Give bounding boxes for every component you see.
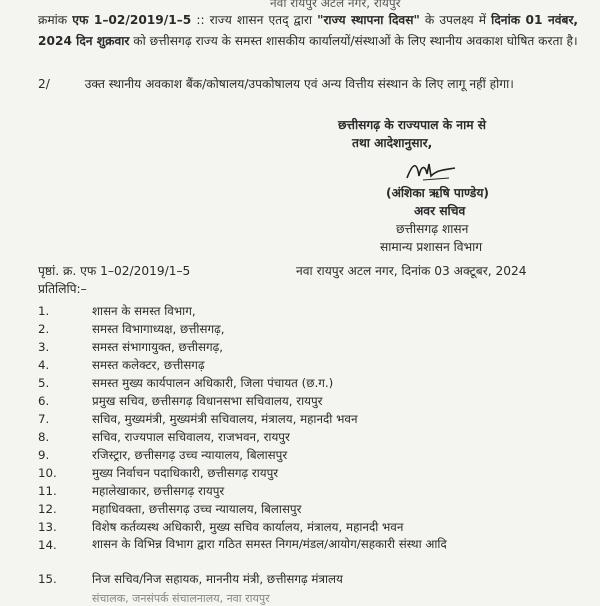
copy-list-text: मुख्य निर्वाचन पदाधिकारी, छत्तीसगढ़ रायपुर — [92, 466, 279, 480]
copy-list-item — [38, 482, 584, 500]
handwritten-signature — [403, 158, 459, 184]
copy-list-number: 2. — [38, 322, 50, 336]
copy-list-number: 11. — [38, 484, 57, 498]
copy-list-item — [38, 500, 584, 518]
copy-list-number: 12. — [38, 502, 57, 516]
signatory-department: सामान्य प्रशासन विभाग — [380, 240, 483, 254]
paragraph-text: उक्त स्थानीय अवकाश बैंक/कोषालय/उपकोषालय एवं अन्य वित्तीय संस्थान के लिए लागू नहीं होगा। — [84, 77, 514, 91]
copy-list-text: समस्त संभागायुक्त, छत्तीसगढ़, — [92, 340, 223, 354]
copy-list-text: समस्त विभागाध्यक्ष, छत्तीसगढ़, — [92, 322, 225, 336]
cut-off-header-line: नवा रायपुर अटल नगर, रायपुर — [270, 0, 401, 10]
signatory-name: (अंशिका ऋषि पाण्डेय) — [386, 186, 489, 200]
copy-list-item — [38, 428, 584, 446]
copy-list-text: शासन के समस्त विभाग, — [92, 304, 196, 318]
copy-list-text: प्रमुख सचिव, छत्तीसगढ़ विधानसभा सचिवालय, रायपुर — [92, 394, 323, 408]
copy-list-number: 5. — [38, 376, 50, 390]
order-paragraph-2 — [38, 74, 578, 95]
copy-list-text: समस्त मुख्य कार्यपालन अधिकारी, जिला पंचायत (छ.ग.) — [92, 376, 334, 390]
order-authority-line-2: तथा आदेशानुसार, — [352, 136, 433, 150]
copy-list-number: 6. — [38, 394, 50, 408]
copy-list-text: विशेष कर्तव्यस्थ अधिकारी, मुख्य सचिव कार्यालय, मंत्रालय, महानदी भवन — [92, 520, 404, 534]
endorsement-reference: पृष्ठां. क्र. एफ 1–02/2019/1–5 — [38, 264, 191, 278]
order-pre-text: :: राज्य शासन एतद् द्वारा — [196, 13, 312, 27]
copy-list-text: सचिव, मुख्यमंत्री, मुख्यमंत्री सचिवालय, मंत्रालय, महानदी भवन — [92, 412, 358, 426]
copy-list-item — [38, 302, 584, 320]
order-lead: क्रमांक — [38, 13, 68, 27]
copy-list-number: 4. — [38, 358, 50, 372]
copy-list-text: सचिव, राज्यपाल सचिवालय, राजभवन, रायपुर — [92, 430, 290, 444]
copy-list-text: महालेखाकार, छत्तीसगढ़ रायपुर — [92, 484, 225, 498]
signatory-government: छत्तीसगढ़ शासन — [396, 222, 469, 236]
copy-list-text: रजिस्ट्रार, छत्तीसगढ़ उच्च न्यायालय, बिलासपुर — [92, 448, 288, 462]
copy-list-item — [38, 410, 584, 428]
signatory-designation: अवर सचिव — [414, 204, 466, 218]
cut-off-footer-line: संचालक, जनसंपर्क संचालनालय, नवा रायपुर — [92, 592, 270, 605]
copy-list-item — [38, 464, 584, 482]
copy-list-item — [38, 374, 584, 392]
copy-list-item — [38, 518, 584, 536]
copy-list-item — [38, 320, 584, 338]
copy-list-item — [38, 356, 584, 374]
copy-list-item — [38, 338, 584, 356]
copy-list-number: 7. — [38, 412, 50, 426]
endorsement-line — [38, 262, 578, 279]
order-reference-number: एफ 1–02/2019/1–5 — [72, 13, 192, 27]
copy-to-list — [38, 302, 584, 588]
copy-list-item — [38, 392, 584, 410]
occasion-name: "राज्य स्थापना दिवस" — [317, 13, 420, 27]
copy-list-text: निज सचिव/निज सहायक, माननीय मंत्री, छत्तीसगढ़ मंत्रालय — [92, 572, 343, 586]
copy-list-item — [38, 446, 584, 464]
copy-list-text: शासन के विभिन्न विभाग द्वारा गठित समस्त निगम/मंडल/आयोग/सहकारी संस्था आदि — [92, 537, 447, 551]
signatory-details — [380, 184, 489, 256]
copy-to-heading: प्रतिलिपि:– — [38, 282, 87, 296]
copy-list-number: 9. — [38, 448, 50, 462]
holiday-date: दिनांक 01 नवंबर, 2024 दिन शुक्रवार — [38, 13, 579, 48]
copy-list-number: 8. — [38, 430, 50, 444]
order-authority — [338, 116, 588, 152]
copy-list-text: समस्त कलेक्टर, छत्तीसगढ़ — [92, 358, 205, 372]
copy-list-number: 15. — [38, 572, 57, 586]
copy-list-number: 3. — [38, 340, 50, 354]
order-rest-text: को छत्तीसगढ़ राज्य के समस्त शासकीय कार्यालयों/संस्थाओं के लिए स्थानीय अवकाश घोषित करता है। — [133, 34, 578, 48]
order-mid-text: के उपलक्ष्य में — [424, 13, 487, 27]
endorsement-place-date: नवा रायपुर अटल नगर, दिनांक 03 अक्टूबर, 2024 — [296, 264, 527, 278]
paragraph-number: 2/ — [38, 77, 50, 91]
copy-list-number: 14. — [38, 538, 57, 552]
copy-list-number: 1. — [38, 304, 50, 318]
copy-list-text: महाधिवक्ता, छत्तीसगढ़ उच्च न्यायालय, बिलासपुर — [92, 502, 302, 516]
copy-list-item — [38, 536, 584, 570]
copy-list-number: 10. — [38, 466, 57, 480]
order-paragraph-1 — [38, 10, 578, 52]
copy-list-item — [38, 570, 584, 588]
copy-list-number: 13. — [38, 520, 57, 534]
order-authority-line-1: छत्तीसगढ़ के राज्यपाल के नाम से — [338, 118, 486, 132]
